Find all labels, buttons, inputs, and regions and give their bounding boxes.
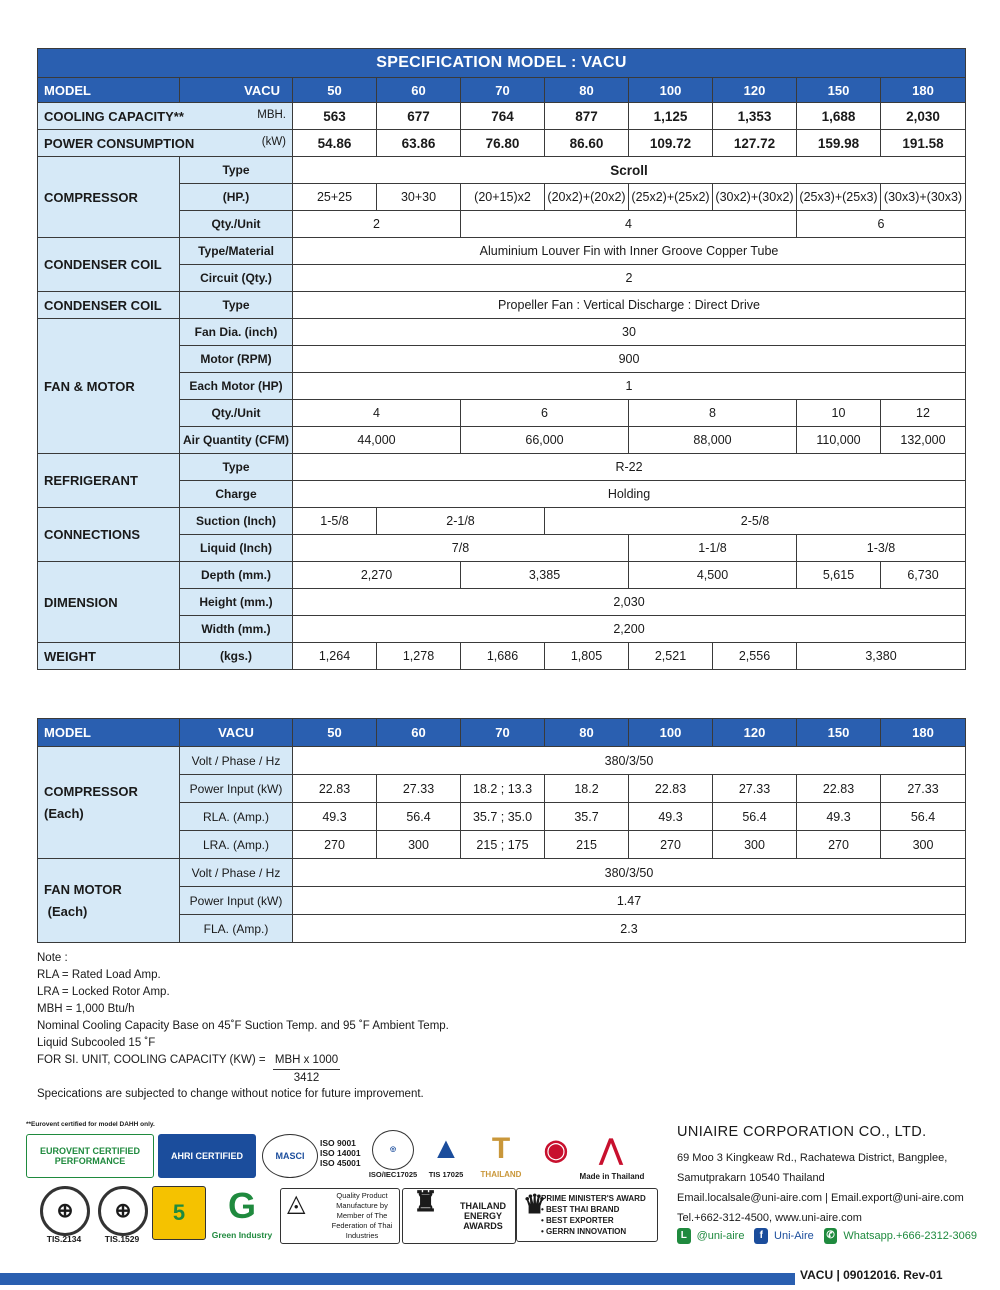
model-col: 100 xyxy=(629,78,713,103)
power-consumption-label: POWER CONSUMPTION (kW) xyxy=(38,130,293,157)
cooling-value: 764 xyxy=(461,103,545,130)
model-col: 50 xyxy=(293,78,377,103)
elec-compressor-rla: 56.4 xyxy=(881,803,966,831)
elec-compressor-power: 22.83 xyxy=(797,775,881,803)
cooling-value: 1,125 xyxy=(629,103,713,130)
elec-compressor-rla: 35.7 ; 35.0 xyxy=(461,803,545,831)
compressor-hp-value: 25+25 xyxy=(293,184,377,211)
quality-product-logo: ◬ Quality Product Manufacture by Member of The Federation of Thai Industries xyxy=(280,1188,400,1244)
elec-compressor-lra: 215 xyxy=(545,831,629,859)
footer-revision: VACU | 09012016. Rev-01 xyxy=(800,1268,943,1282)
weight-unit: (kgs.) xyxy=(180,643,293,670)
elec-compressor-lra: 270 xyxy=(629,831,713,859)
model-label: MODEL xyxy=(38,78,180,103)
electrical-table xyxy=(37,718,966,943)
compressor-hp-label: (HP.) xyxy=(180,184,293,211)
facebook-link[interactable]: Uni-Aire xyxy=(774,1230,814,1242)
elec-compressor-lra: 300 xyxy=(377,831,461,859)
cooling-capacity-label: COOLING CAPACITY** MBH. xyxy=(38,103,293,130)
power-value: 86.60 xyxy=(545,130,629,157)
elec-compressor-lra-label: LRA. (Amp.) xyxy=(180,831,293,859)
cooling-value: 1,353 xyxy=(713,103,797,130)
tis17025-logo: ▲ xyxy=(431,1132,461,1165)
compressor-qty-value: 2 xyxy=(293,211,461,238)
tis2134-logo: ⊕ xyxy=(40,1186,90,1236)
power-value: 63.86 xyxy=(377,130,461,157)
model-col: 120 xyxy=(713,78,797,103)
compressor-hp-value: (20x2)+(20x2) xyxy=(545,184,629,211)
condenser-fan-type-label: Type xyxy=(180,292,293,319)
facebook-icon: f xyxy=(754,1228,768,1244)
compressor-hp-value: (30x3)+(30x3) xyxy=(881,184,966,211)
spec-title: SPECIFICATION MODEL : VACU xyxy=(38,49,966,78)
depth-value: 3,385 xyxy=(461,562,629,589)
weight-value: 2,556 xyxy=(713,643,797,670)
elec-compressor-power: 18.2 xyxy=(545,775,629,803)
elec-compressor-rla-label: RLA. (Amp.) xyxy=(180,803,293,831)
elec-fan-motor-section: FAN MOTOR (Each) xyxy=(38,859,180,943)
coil-circuit-value: 2 xyxy=(293,265,966,292)
air-quantity-value: 88,000 xyxy=(629,427,797,454)
height-label: Height (mm.) xyxy=(180,589,293,616)
air-quantity-value: 66,000 xyxy=(461,427,629,454)
notes xyxy=(37,950,449,1103)
iso-iec-label: ISO/IEC17025 xyxy=(368,1170,418,1179)
motor-hp-value: 1 xyxy=(293,373,966,400)
tis1529-label: TIS.1529 xyxy=(104,1234,140,1244)
fan-qty-value: 10 xyxy=(797,400,881,427)
iso-label: ISO 9001 ISO 14001 ISO 45001 xyxy=(320,1138,361,1168)
footer-bar xyxy=(0,1273,795,1285)
depth-value: 4,500 xyxy=(629,562,797,589)
elec-compressor-power-label: Power Input (kW) xyxy=(180,775,293,803)
company-name: UNIAIRE CORPORATION CO., LTD. xyxy=(677,1124,927,1140)
line-link[interactable]: @uni-aire xyxy=(696,1230,745,1242)
ahri-logo: AHRI CERTIFIED xyxy=(158,1134,256,1178)
elec-compressor-power: 27.33 xyxy=(377,775,461,803)
company-address: 69 Moo 3 Kingkeaw Rd., Rachatewa District, Bangplee, xyxy=(677,1152,948,1164)
compressor-hp-value: 30+30 xyxy=(377,184,461,211)
elec-compressor-power: 22.83 xyxy=(629,775,713,803)
cooling-value: 677 xyxy=(377,103,461,130)
fan-motor-section: FAN & MOTOR xyxy=(38,319,180,454)
tis17025-label: TIS 17025 xyxy=(428,1170,464,1179)
notes-heading: Note : xyxy=(37,952,68,964)
fan-qty-value: 8 xyxy=(629,400,797,427)
air-quantity-value: 110,000 xyxy=(797,427,881,454)
refrigerant-section: REFRIGERANT xyxy=(38,454,180,508)
thai-flag-logo: ◉ xyxy=(543,1134,569,1165)
weight-value: 2,521 xyxy=(629,643,713,670)
compressor-qty-value: 6 xyxy=(797,211,966,238)
compressor-hp-value: (25x2)+(25x2) xyxy=(629,184,713,211)
model-col: 80 xyxy=(545,719,629,747)
note-line: MBH = 1,000 Btu/h xyxy=(37,1003,135,1015)
cooling-value: 1,688 xyxy=(797,103,881,130)
refrigerant-charge-label: Charge xyxy=(180,481,293,508)
condenser-fan-section: CONDENSER COIL xyxy=(38,292,180,319)
model-col: 60 xyxy=(377,78,461,103)
power-value: 109.72 xyxy=(629,130,713,157)
elec-compressor-power: 18.2 ; 13.3 xyxy=(461,775,545,803)
compressor-hp-value: (25x3)+(25x3) xyxy=(797,184,881,211)
weight-value: 1,264 xyxy=(293,643,377,670)
compressor-type-label: Type xyxy=(180,157,293,184)
liquid-value: 7/8 xyxy=(293,535,629,562)
weight-section: WEIGHT xyxy=(38,643,180,670)
fan-dia-label: Fan Dia. (inch) xyxy=(180,319,293,346)
depth-value: 6,730 xyxy=(881,562,966,589)
fan-qty-value: 6 xyxy=(461,400,629,427)
weight-value: 3,380 xyxy=(797,643,966,670)
cooling-value: 2,030 xyxy=(881,103,966,130)
tis2134-label: TIS.2134 xyxy=(46,1234,82,1244)
motor-rpm-label: Motor (RPM) xyxy=(180,346,293,373)
line-icon: L xyxy=(677,1228,691,1244)
elec-compressor-lra: 215 ; 175 xyxy=(461,831,545,859)
series-label: VACU xyxy=(180,719,293,747)
air-quantity-value: 132,000 xyxy=(881,427,966,454)
note-line: Nominal Cooling Capacity Base on 45˚F Suction Temp. and 95 ˚F Ambient Temp. xyxy=(37,1020,449,1032)
model-col: 150 xyxy=(797,78,881,103)
model-col: 70 xyxy=(461,719,545,747)
eurovent-note: **Eurovent certified for model DAHH only. xyxy=(26,1121,155,1128)
height-value: 2,030 xyxy=(293,589,966,616)
social-links xyxy=(677,1228,977,1244)
liquid-value: 1-1/8 xyxy=(629,535,797,562)
model-col: 60 xyxy=(377,719,461,747)
elec-compressor-lra: 300 xyxy=(713,831,797,859)
whatsapp-icon: ✆ xyxy=(824,1228,838,1244)
thailand-trusted-logo: T xyxy=(491,1132,511,1165)
cooling-value: 563 xyxy=(293,103,377,130)
company-email[interactable]: Email.localsale@uni-aire.com | Email.export@uni-aire.com xyxy=(677,1192,964,1204)
dimension-section: DIMENSION xyxy=(38,562,180,643)
width-label: Width (mm.) xyxy=(180,616,293,643)
elec-fan-vph-value: 380/3/50 xyxy=(293,859,966,887)
elec-fan-vph-label: Volt / Phase / Hz xyxy=(180,859,293,887)
iso-iec-logo: ◎ xyxy=(372,1130,414,1170)
coil-type-label: Type/Material xyxy=(180,238,293,265)
eurovent-logo: EUROVENT CERTIFIED PERFORMANCE xyxy=(26,1134,154,1178)
spec-table xyxy=(37,48,966,670)
elec-compressor-rla: 56.4 xyxy=(713,803,797,831)
compressor-hp-value: (30x2)+(30x2) xyxy=(713,184,797,211)
suction-label: Suction (Inch) xyxy=(180,508,293,535)
fan-qty-value: 12 xyxy=(881,400,966,427)
elec-compressor-vph-label: Volt / Phase / Hz xyxy=(180,747,293,775)
company-address: Samutprakarn 10540 Thailand xyxy=(677,1172,825,1184)
fan-dia-value: 30 xyxy=(293,319,966,346)
green-industry-logo: G xyxy=(227,1185,256,1226)
suction-value: 2-5/8 xyxy=(545,508,966,535)
coil-type-value: Aluminium Louver Fin with Inner Groove Copper Tube xyxy=(293,238,966,265)
tis1529-logo: ⊕ xyxy=(98,1186,148,1236)
made-in-thailand-logo: ⋀ xyxy=(599,1134,623,1165)
motor-hp-label: Each Motor (HP) xyxy=(180,373,293,400)
suction-value: 2-1/8 xyxy=(377,508,545,535)
elec-compressor-section: COMPRESSOR (Each) xyxy=(38,747,180,859)
liquid-value: 1-3/8 xyxy=(797,535,966,562)
elec-compressor-lra: 300 xyxy=(881,831,966,859)
power-value: 76.80 xyxy=(461,130,545,157)
power-value: 127.72 xyxy=(713,130,797,157)
elec-compressor-vph-value: 380/3/50 xyxy=(293,747,966,775)
depth-value: 2,270 xyxy=(293,562,461,589)
condenser-coil-section: CONDENSER COIL xyxy=(38,238,180,292)
motor-rpm-value: 900 xyxy=(293,346,966,373)
note-line: RLA = Rated Load Amp. xyxy=(37,969,161,981)
model-col: 50 xyxy=(293,719,377,747)
certification-logos xyxy=(26,1130,666,1250)
model-col: 100 xyxy=(629,719,713,747)
refrigerant-type-value: R-22 xyxy=(293,454,966,481)
elec-compressor-rla: 35.7 xyxy=(545,803,629,831)
compressor-qty-label: Qty./Unit xyxy=(180,211,293,238)
company-tel[interactable]: Tel.+662-312-4500, www.uni-aire.com xyxy=(677,1212,862,1224)
thailand-trusted-label: THAILAND xyxy=(480,1170,522,1179)
pm-award-logo: ♛ PRIME MINISTER'S AWARD • BEST THAI BRAND • BEST EXPORTER • GERRN INNOVATION xyxy=(516,1188,658,1242)
model-col: 70 xyxy=(461,78,545,103)
elec-fan-fla-value: 2.3 xyxy=(293,915,966,943)
weight-value: 1,805 xyxy=(545,643,629,670)
width-value: 2,200 xyxy=(293,616,966,643)
air-quantity-label: Air Quantity (CFM) xyxy=(180,427,293,454)
cooling-value: 877 xyxy=(545,103,629,130)
depth-label: Depth (mm.) xyxy=(180,562,293,589)
model-label: MODEL xyxy=(38,719,180,747)
depth-value: 5,615 xyxy=(797,562,881,589)
elec-compressor-lra: 270 xyxy=(797,831,881,859)
weight-value: 1,278 xyxy=(377,643,461,670)
model-col: 80 xyxy=(545,78,629,103)
energy-label-5-logo: 5 xyxy=(152,1186,206,1240)
elec-compressor-power: 27.33 xyxy=(881,775,966,803)
whatsapp-link[interactable]: Whatsapp.+666-2312-3069 xyxy=(843,1230,978,1242)
power-value: 191.58 xyxy=(881,130,966,157)
liquid-label: Liquid (Inch) xyxy=(180,535,293,562)
company-info xyxy=(677,1124,977,1244)
coil-circuit-label: Circuit (Qty.) xyxy=(180,265,293,292)
refrigerant-type-label: Type xyxy=(180,454,293,481)
refrigerant-charge-value: Holding xyxy=(293,481,966,508)
compressor-section: COMPRESSOR xyxy=(38,157,180,238)
fan-qty-value: 4 xyxy=(293,400,461,427)
model-col: 180 xyxy=(881,78,966,103)
weight-value: 1,686 xyxy=(461,643,545,670)
fan-qty-label: Qty./Unit xyxy=(180,400,293,427)
elec-compressor-lra: 270 xyxy=(293,831,377,859)
green-industry-label: Green Industry xyxy=(211,1230,273,1240)
energy-awards-logo: ♜ THAILAND ENERGY AWARDS xyxy=(402,1188,516,1244)
connections-section: CONNECTIONS xyxy=(38,508,180,562)
model-col: 120 xyxy=(713,719,797,747)
suction-value: 1-5/8 xyxy=(293,508,377,535)
elec-compressor-rla: 49.3 xyxy=(293,803,377,831)
masci-logo: MASCI xyxy=(262,1134,318,1178)
note-line: Liquid Subcooled 15 ˚F xyxy=(37,1037,156,1049)
elec-fan-power-label: Power Input (kW) xyxy=(180,887,293,915)
condenser-fan-type-value: Propeller Fan : Vertical Discharge : Direct Drive xyxy=(293,292,966,319)
series-label: VACU xyxy=(180,78,293,103)
elec-compressor-rla: 49.3 xyxy=(629,803,713,831)
elec-compressor-power: 22.83 xyxy=(293,775,377,803)
elec-compressor-rla: 56.4 xyxy=(377,803,461,831)
si-formula: FOR SI. UNIT, COOLING CAPACITY (KW) = $\frac{\text{MBH x 1000}}{3412}$ xyxy=(37,1054,339,1084)
model-col: 180 xyxy=(881,719,966,747)
air-quantity-value: 44,000 xyxy=(293,427,461,454)
elec-fan-fla-label: FLA. (Amp.) xyxy=(180,915,293,943)
compressor-qty-value: 4 xyxy=(461,211,797,238)
elec-fan-power-value: 1.47 xyxy=(293,887,966,915)
disclaimer: Specications are subjected to change without notice for future improvement. xyxy=(37,1088,424,1100)
note-line: LRA = Locked Rotor Amp. xyxy=(37,986,170,998)
elec-compressor-power: 27.33 xyxy=(713,775,797,803)
compressor-type-value: Scroll xyxy=(293,157,966,184)
power-value: 54.86 xyxy=(293,130,377,157)
model-col: 150 xyxy=(797,719,881,747)
made-in-thailand-label: Made in Thailand xyxy=(579,1172,645,1181)
elec-compressor-rla: 49.3 xyxy=(797,803,881,831)
power-value: 159.98 xyxy=(797,130,881,157)
compressor-hp-value: (20+15)x2 xyxy=(461,184,545,211)
